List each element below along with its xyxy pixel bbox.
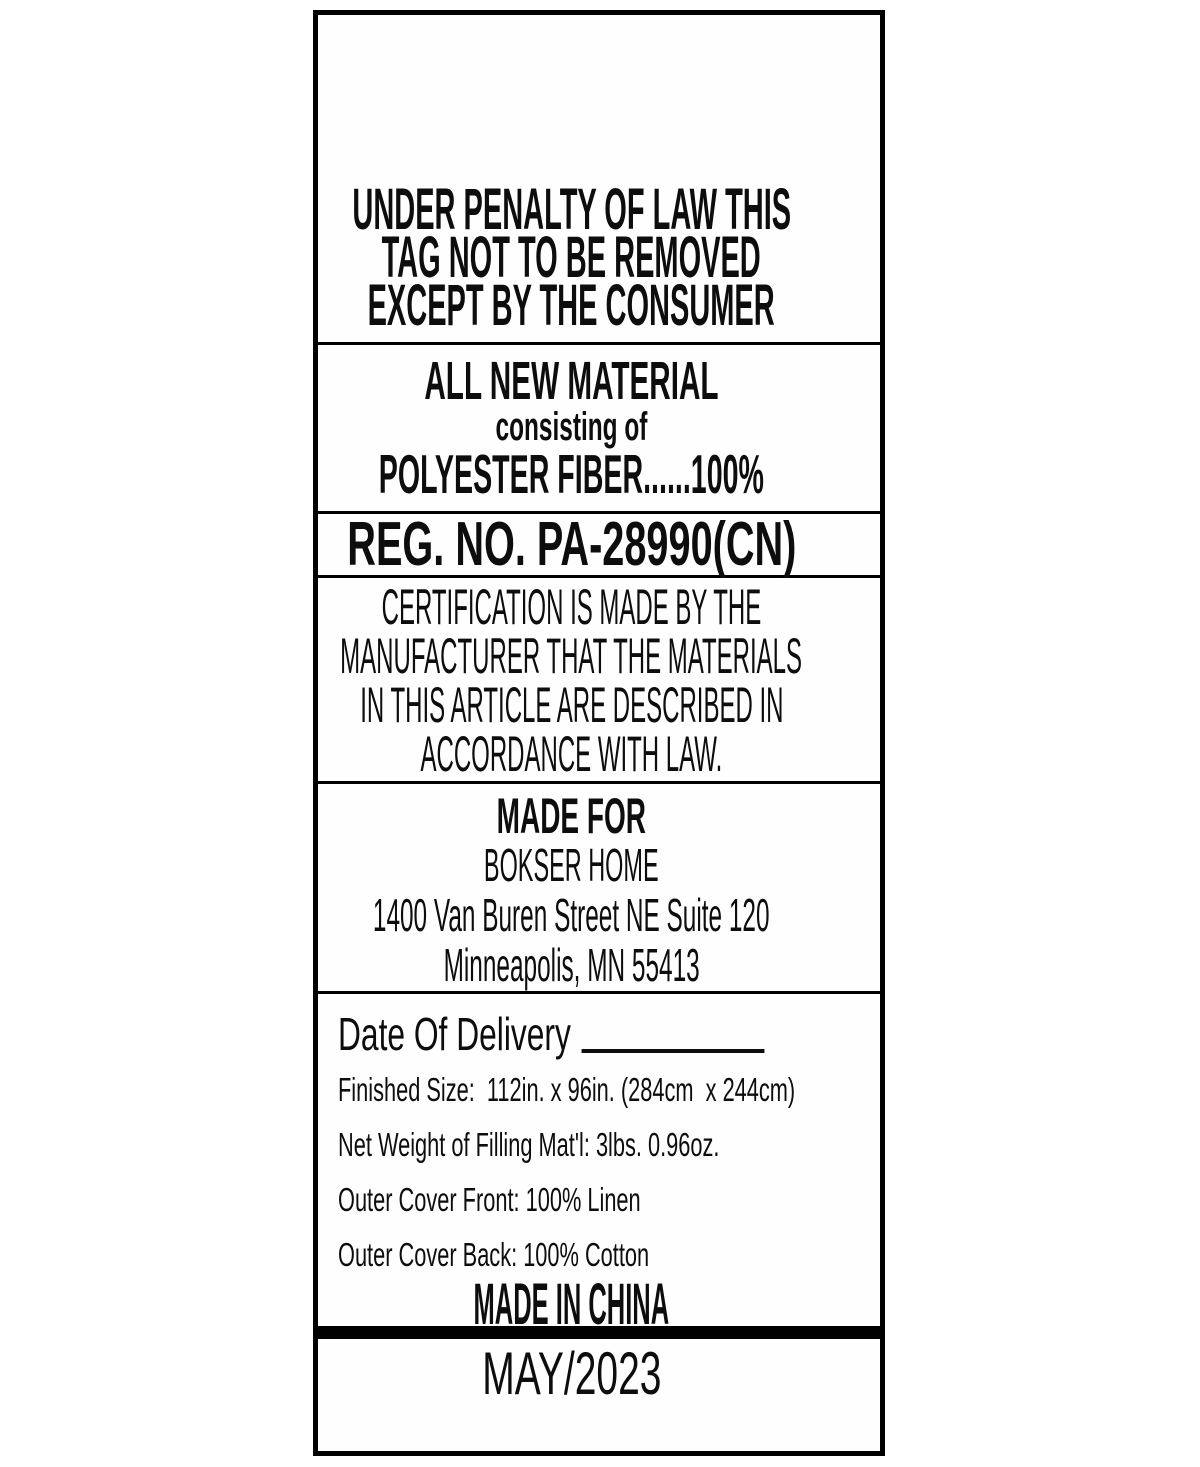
outer-cover-front-row [318,1172,880,1227]
made-in-country: MADE IN CHINA [473,1272,670,1337]
registration-number: REG. NO. PA-28990(CN) [346,509,797,579]
certification-line-2: MANUFACTURER THAT THE MATERIALS [340,628,803,684]
made-in-row [318,1272,880,1337]
company-address-city: Minneapolis, MN 55413 [443,939,700,991]
made-for-section [318,781,880,991]
net-weight-row [318,1117,880,1172]
certification-line-4: ACCORDANCE WITH LAW. [420,726,723,782]
certification-line-3: IN THIS ARTICLE ARE DESCRIBED IN [359,677,784,733]
date-code-section [318,1326,880,1451]
material-section [318,342,880,511]
date-of-delivery-blank [582,1049,765,1053]
certification-line-1: CERTIFICATION IS MADE BY THE [381,579,762,635]
penalty-line-1: UNDER PENALTY OF LAW THIS [352,177,791,242]
date-of-delivery-row [318,1006,880,1062]
registration-section [318,509,880,579]
material-heading: ALL NEW MATERIAL [424,351,719,411]
date-of-delivery-label: Date Of Delivery [338,1008,571,1060]
law-label [313,10,885,1456]
penalty-line-2: TAG NOT TO BE REMOVED [381,225,762,290]
material-subheading: consisting of [495,405,648,449]
finished-size-value: Finished Size: 112in. x 96in. (284cm x 244cm) [338,1071,796,1108]
date-code: MAY/2023 [481,1340,662,1407]
net-weight-value: Net Weight of Filling Mat'l: 3lbs. 0.96oz. [338,1126,720,1163]
outer-cover-back-value: Outer Cover Back: 100% Cotton [338,1236,650,1273]
date-of-delivery-line [338,1006,765,1062]
company-name: BOKSER HOME [484,839,659,891]
certification-section [318,575,880,781]
made-for-heading: MADE FOR [496,788,647,844]
outer-cover-front-value: Outer Cover Front: 100% Linen [338,1181,641,1218]
details-section [318,991,880,1337]
penalty-line-3: EXCEPT BY THE CONSUMER [367,273,776,338]
penalty-section [318,15,880,342]
company-address-street: 1400 Van Buren Street NE Suite 120 [373,889,770,941]
finished-size-row [318,1062,880,1117]
material-content: POLYESTER FIBER......100% [378,443,765,505]
